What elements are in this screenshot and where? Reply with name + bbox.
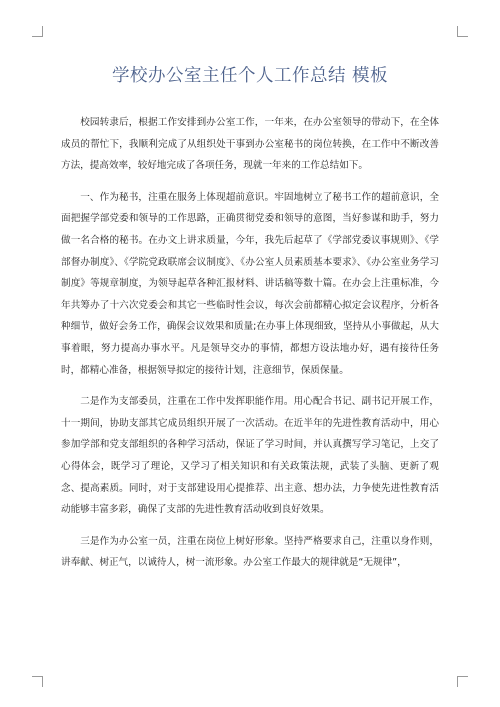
crop-mark-bottom-left <box>32 676 43 687</box>
document-body <box>61 112 439 584</box>
paragraph-office-member: 三是作为办公室一员，注重在岗位上树好形象。坚持严格要求自己，注重以身作则，讲奉献、树正气，以诚待人，树一流形象。办公室工作最大的规律就是“无规律”， <box>61 535 439 569</box>
paragraph-branch-committee: 二是作为支部委员，注重在工作中发挥职能作用。用心配合书记、副书记开展工作，十一期间，协助支部其它成员组织开展了一次活动。在近半年的先进性教育活动中，用心参加学部和党支部组织的各种学习活动，保证了学习时间，并认真撰写学习笔记，上交了心得体会，既学习了理论，又学习了相关知识和有关政策法规，武装了头脑、更新了观念、提高素质。同时，对于支部建设用心提推荐、出主意、想办法，力争使先进性教育活动能够丰富多彩，确保了支部的先进性教育活动收到良好效果。 <box>61 396 439 516</box>
crop-mark-top-left <box>32 26 43 37</box>
crop-mark-top-right <box>457 26 468 37</box>
document-title: 学校办公室主任个人工作总结 模板 <box>111 66 389 86</box>
paragraph-secretary: 一、作为秘书，注重在服务上体现超前意识。牢固地树立了秘书工作的超前意识，全面把握学部党委和领导的工作思路，正确贯彻党委和领导的意图，当好参谋和助手，努力做一名合格的秘书。在办文上讲求质量，今年，我先后起草了《学部党委议事规则》、《学部督办制度》、《学院党政联席会议制度》、《办公室人员素质基本要求》、《办公室业务学习制度》等规章制度，为领导起草各种汇报材料、讲话稿等数十篇。在办会上注重标准，今年共筹办了十六次党委会和其它一些临时性会议，每次会前都精心拟定会议程序，分析各种细节，做好会务工作，确保会议效果和质量;在办事上体现细致，坚持从小事做起，从大事着眼，努力提高办事水平。凡是领导交办的事情，都想方设法地办好，遇有接待任务时，都精心准备，根据领导拟定的接待计划，注意细节，保质保量。 <box>61 191 439 376</box>
crop-mark-bottom-right <box>457 676 468 687</box>
paragraph-intro: 校园转隶后，根据工作安排到办公室工作，一年来，在办公室领导的带动下，在全体成员的帮忙下，我顺利完成了从组织处干事到办公室秘书的岗位转换，在工作中不断改善方法，提高效率，较好地完成了各项任务，现就一年来的工作总结如下。 <box>61 117 439 172</box>
